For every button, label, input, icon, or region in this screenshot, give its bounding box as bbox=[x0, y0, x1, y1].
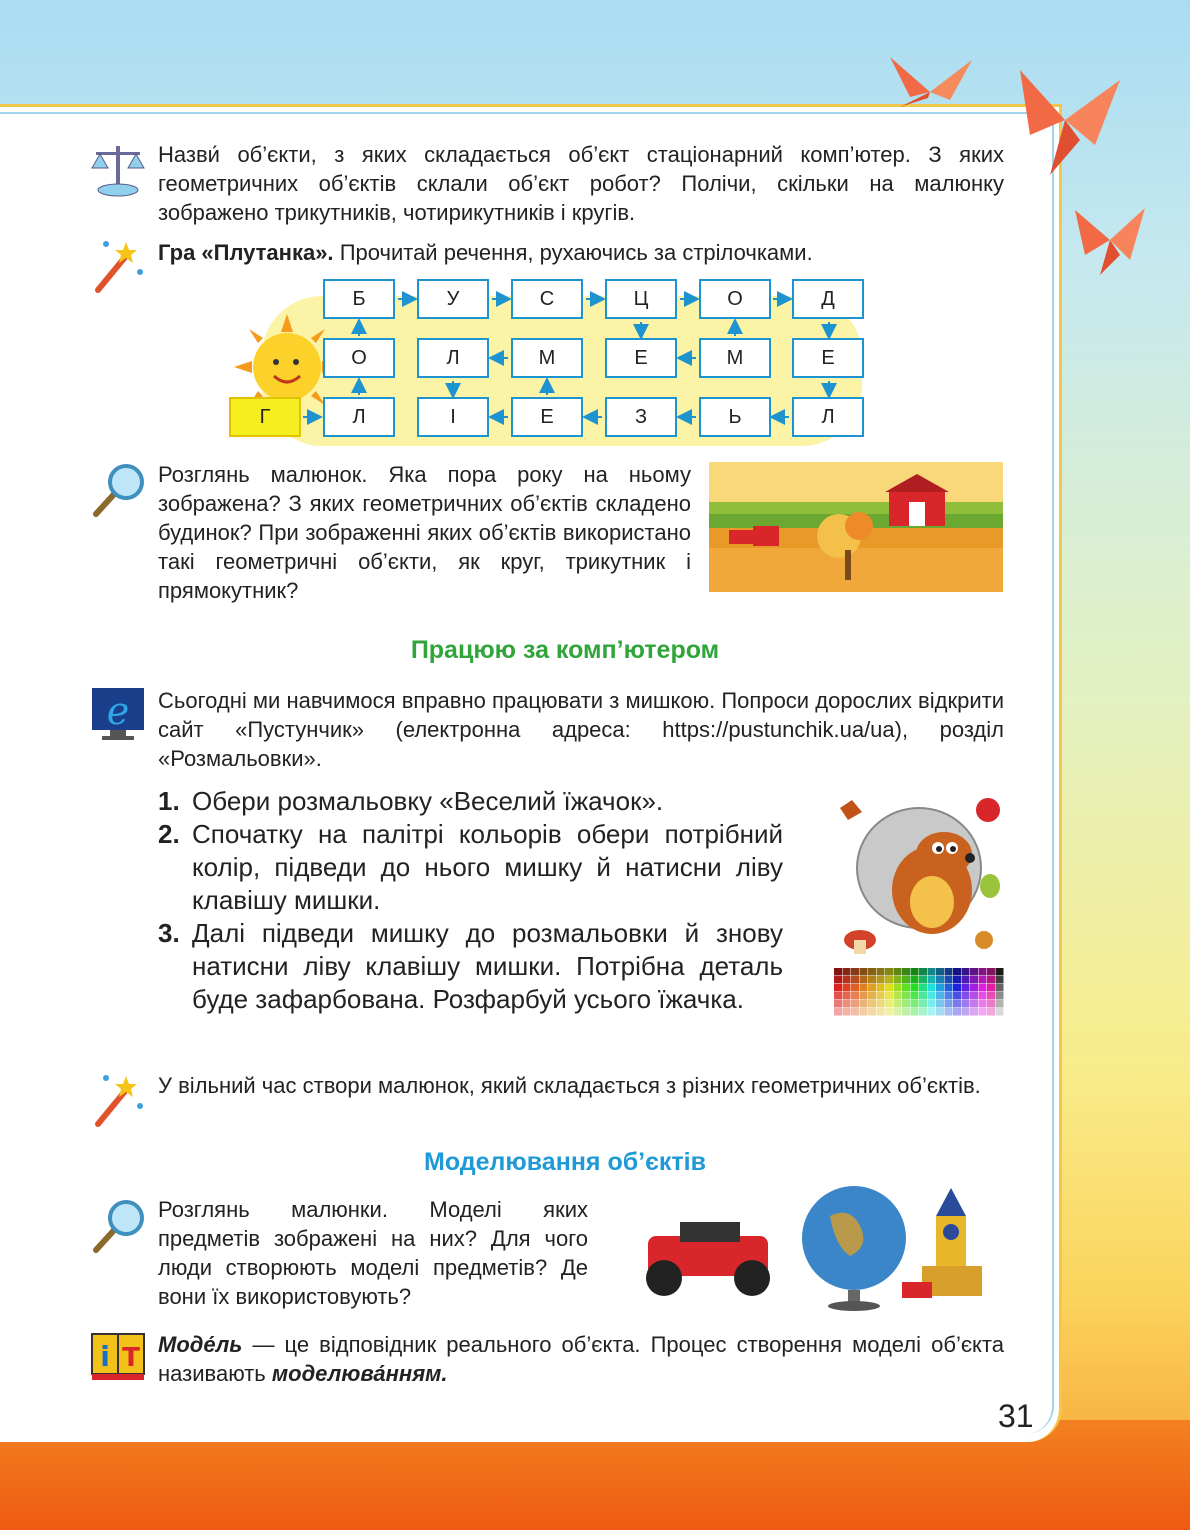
info-book-icon bbox=[88, 1330, 148, 1390]
puzzle-cell: Б bbox=[323, 279, 395, 319]
puzzle-cell: О bbox=[699, 279, 771, 319]
magnifier-icon bbox=[88, 1196, 148, 1256]
puzzle-cell: Ь bbox=[699, 397, 771, 437]
step-text: Далі підведи мишку до розмальовки й знову натисни ліву клавішу мишки. Потрібна деталь буде зафарбована. Розфарбуй усього їжачка. bbox=[192, 918, 783, 1014]
puzzle-cell: Е bbox=[511, 397, 583, 437]
puzzle-start-cell: Г bbox=[229, 397, 301, 437]
svg-text:T: T bbox=[122, 1343, 140, 1373]
step-item bbox=[158, 917, 783, 1016]
puzzle-cell: Л bbox=[417, 338, 489, 378]
puzzle-cell: Л bbox=[792, 397, 864, 437]
step-text: Спочатку на палітрі кольорів обери потрібний колір, підведи до нього мишку й натисни ліву клавішу мишки. bbox=[192, 819, 783, 915]
definition-text bbox=[158, 1330, 1004, 1388]
magic-wand-icon bbox=[88, 1070, 148, 1130]
models-image bbox=[640, 1186, 1004, 1316]
step-item bbox=[158, 785, 783, 818]
step-number: 3. bbox=[158, 918, 180, 948]
task2-text: Розглянь малюнок. Яка пора року на ньому зображена? З яких геометричних об’єктів складено будинок? При зображенні яких об’єктів використано такі геометричні об’єкти, як круг, трикутник і прямокутник? bbox=[158, 462, 691, 603]
section2-text: Розглянь малюнки. Моделі яких предметів зображені на них? Для чого люди створюють моделі предметів? Де вони їх використовують? bbox=[158, 1197, 588, 1309]
puzzle-cell: Л bbox=[323, 397, 395, 437]
definition-body: — це відповідник реального об’єкта. Процес створення моделі об’єкта називають bbox=[158, 1332, 1004, 1386]
magnifier-icon bbox=[88, 460, 148, 520]
puzzle-cell: З bbox=[605, 397, 677, 437]
section1-intro: Сьогодні ми навчимося вправно працювати з мишкою. Попроси дорослих відкрити сайт «Пустунчик» (електронна адреса: https://pustunchik.ua/ua), розділ «Розмальовки». bbox=[158, 688, 1004, 771]
puzzle-cell: У bbox=[417, 279, 489, 319]
task1-text: Назви́ об’єкти, з яких складається об’єкт стаціонарний комп’ютер. З яких геометричних об’єктів склали об’єкт робот? Полічи, скільки на малюнку зображено трикутників, чотирикутників і кругів. bbox=[158, 142, 1004, 225]
puzzle-cell: Д bbox=[792, 279, 864, 319]
section-heading-modeling: Моделювання об’єктів bbox=[424, 1148, 706, 1176]
steps-list bbox=[158, 785, 783, 1016]
puzzle-cell: Е bbox=[605, 338, 677, 378]
page-number: 31 bbox=[998, 1398, 1034, 1434]
puzzle-cell: С bbox=[511, 279, 583, 319]
section-heading-computer: Працюю за комп’ютером bbox=[410, 636, 720, 664]
puzzle-cell: М bbox=[699, 338, 771, 378]
puzzle-cell: І bbox=[417, 397, 489, 437]
autumn-farm-image bbox=[709, 462, 1003, 592]
game-title: Гра «Плутанка». bbox=[158, 240, 334, 265]
puzzle-cell: М bbox=[511, 338, 583, 378]
step-text: Обери розмальовку «Веселий їжачок». bbox=[192, 786, 664, 816]
color-palette-image bbox=[834, 968, 1004, 1018]
step-number: 1. bbox=[158, 786, 180, 816]
definition-term-2: моделюва́нням. bbox=[271, 1361, 448, 1386]
hedgehog-image bbox=[834, 790, 1004, 960]
internet-explorer-icon bbox=[88, 686, 148, 746]
game-instruction: Прочитай речення, рухаючись за стрілочками. bbox=[339, 240, 813, 265]
puzzle-cell: О bbox=[323, 338, 395, 378]
step-number: 2. bbox=[158, 819, 180, 849]
puzzle-cell: Ц bbox=[605, 279, 677, 319]
definition-term: Моде́ль bbox=[158, 1332, 243, 1357]
free-time-text: У вільний час створи малюнок, який складається з різних геометричних об’єктів. bbox=[158, 1073, 981, 1098]
step-item bbox=[158, 818, 783, 917]
svg-text:e: e bbox=[106, 689, 130, 733]
svg-text:i: i bbox=[100, 1340, 110, 1373]
puzzle-cell: Е bbox=[792, 338, 864, 378]
